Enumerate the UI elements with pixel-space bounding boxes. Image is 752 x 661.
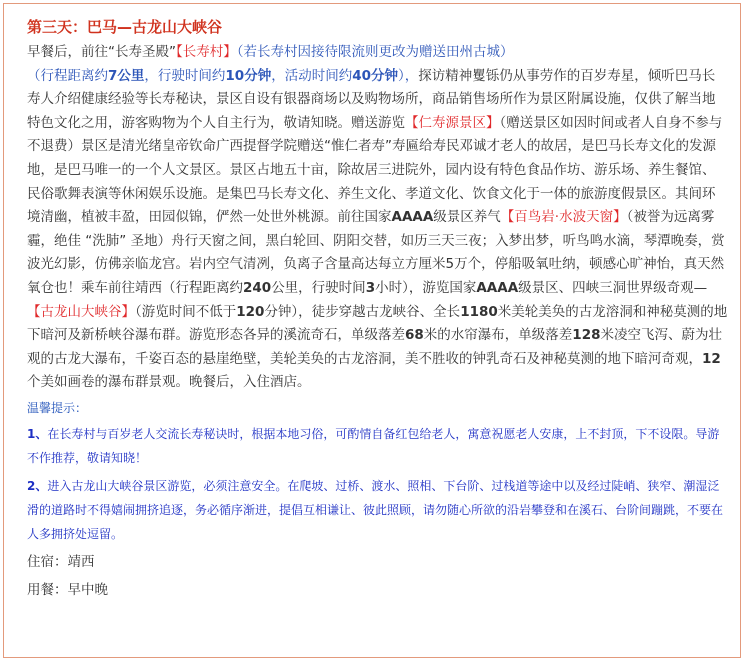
day-itinerary-panel: [3, 3, 741, 658]
distance-value: 240: [243, 279, 272, 296]
tips-heading: 温馨提示：: [27, 400, 88, 415]
text-segment: 级景区、四峡三洞世界级奇观—: [518, 279, 708, 296]
cave-length-value: 1180: [460, 303, 498, 320]
rating-aaaa: AAAA: [391, 209, 434, 226]
waterfall-count: 12: [702, 350, 721, 367]
duration-value: 3: [365, 279, 376, 296]
visit-time-value: 120: [236, 303, 265, 320]
scenic-spot-bainiaoyan: 【百鸟岩·水波天窗】: [500, 209, 627, 226]
drop-value: 68: [405, 327, 424, 344]
text-segment: （赠送景区如因时间或者人自身不参与不退费）景区是清光绪皇帝钦命广西提督学院赠送“惟仁者寿”寿匾给寿民邓诚才老人的故居，是巴马长寿文化的发源地，是巴马唯一的一个人文景区。景区占地五十亩，除故居三进院外，园内设有特色食品作坊、游乐场、养生餐馆、民俗歌舞表演等休闲娱乐设施。是集巴马长寿文化、养生文化、孝道文化、饮食文化于一体的旅游度假景区。其间环境清幽，植被丰盈，田园似锦，俨然一处世外桃源。前往国家: [27, 114, 723, 226]
text-segment: （被誉为远离雾霾，绝佳 “洗肺” 圣地）舟行天窗之间，黑白轮回、阴阳交替，如历三天三夜；入梦出梦，听鸟鸣水滴，琴潭晚奏，赏波光幻影，仿佛亲临龙宫。岩内空气清冽，负离子含量高达每立方厘米5万个，停船吸氧吐纳，顿感心旷神怡，真天然氧仓也！乘车前往靖西（行程距离约: [27, 209, 725, 296]
text-segment: （游览时间不低于: [135, 303, 237, 320]
text-segment: 探访精神矍铄仍从事劳作的百岁寿星，倾听巴马长寿人介绍健康经验等长寿秘诀，景区自设有银器商场以及购物场所，商品销售场所作为景区附属设施，仅供了解当地特色文化之用，游客购物为个人自主行为，敬请知晓。赠送游览: [27, 67, 716, 131]
meals: 用餐：早中晚: [27, 581, 108, 598]
tip-item: 1、在长寿村与百岁老人交流长寿秘诀时，根据本地习俗，可酌情自备红包给老人，寓意祝愿老人安康，上不封顶，下不设限。导游不作推荐，敬请知晓！: [27, 426, 720, 465]
text-segment: 级景区养气: [433, 209, 501, 226]
travel-info: （行程距离约7公里，行驶时间约10分钟，活动时间约40分钟），: [27, 67, 419, 84]
accommodation: 住宿：靖西: [27, 553, 95, 570]
text-segment: 米美轮美奂的古龙溶洞和神秘莫测的地下暗河及新桥峡谷瀑布群。游览形态各异的溪流奇石，单级落差: [27, 303, 728, 344]
text-segment: 米的水帘瀑布，单级落差: [423, 327, 573, 344]
tip-item: 2、进入古龙山大峡谷景区游览，必须注意安全。在爬坡、过桥、渡水、照相、下台阶、过栈道等途中以及经过陡峭、狭窄、潮湿泛滑的道路时不得嬉闹拥挤追逐，务必循序渐进，提倡互相谦让、彼此照顾，请勿随心所欲的沿岩攀登和在溪石、台阶间蹦跳，不要在人多拥挤处逗留。: [27, 478, 724, 541]
scenic-spot-renshouyuan: 【仁寿源景区】: [405, 114, 500, 131]
scenic-spot-changshou-village: 【长寿村】: [176, 44, 237, 60]
text-segment: 小时），游览国家: [375, 279, 477, 296]
itinerary-text: [27, 41, 728, 395]
drop-value: 128: [572, 327, 601, 344]
rating-aaaa: AAAA: [476, 279, 519, 296]
text-segment: 个美如画卷的瀑布群景观。晚餐后，入住酒店。: [27, 374, 311, 391]
text-segment: 早餐后，前往“长寿圣殿”: [27, 44, 176, 60]
day-title: 第三天：巴马—古龙山大峡谷: [27, 18, 223, 36]
note-substitute: （若长寿村因接待限流则更改为赠送田州古城）: [236, 44, 514, 60]
text-segment: 分钟），徒步穿越古龙峡谷、全长: [264, 303, 461, 320]
text-segment: 米凌空飞泻、蔚为壮观的古龙大瀑布，千姿百态的悬崖绝壁，美轮美奂的古龙溶洞，美不胜收的钟乳奇石及神秘莫测的地下暗河奇观，: [27, 327, 722, 367]
text-segment: 公里，行驶时间: [271, 279, 366, 296]
scenic-spot-gulongshan: 【古龙山大峡谷】: [27, 303, 135, 320]
